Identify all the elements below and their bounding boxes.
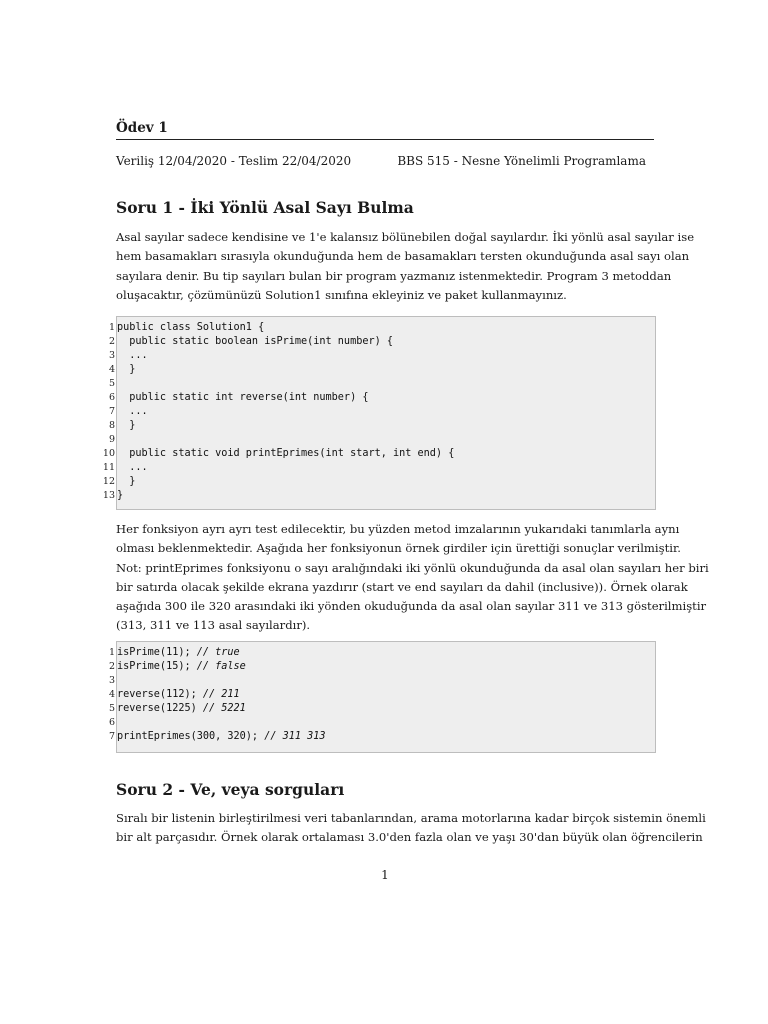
code-text: public class Solution1 {	[117, 322, 265, 333]
code-line	[108, 730, 655, 744]
section1-intro-paragraph	[116, 228, 695, 305]
code-line	[108, 433, 655, 447]
line-number: 7	[108, 731, 115, 742]
line-number: 12	[102, 476, 115, 487]
section2-title: Soru 2 - Ve, veya sorguları	[116, 780, 345, 799]
code-line	[102, 475, 655, 489]
code-text: public static boolean isPrime(int number) {	[117, 336, 394, 347]
code-line	[108, 405, 655, 419]
code-comment: // 311 313	[264, 731, 326, 742]
line-number: 1	[108, 647, 115, 658]
page-number: 1	[381, 868, 389, 882]
code-line	[108, 377, 655, 391]
line-number: 6	[108, 717, 115, 728]
paragraph-line: Asal sayılar sadece kendisine ve 1'e kalansız bölünebilen doğal sayılardır. İki yönlü asal sayılar ise	[116, 230, 695, 244]
code-text: }	[117, 364, 136, 375]
code-line	[108, 419, 655, 433]
section1-title: Soru 1 - İki Yönlü Asal Sayı Bulma	[116, 198, 414, 217]
paragraph-line: oluşacaktır, çözümünüzü Solution1 sınıfına ekleyiniz ve paket kullanmayınız.	[116, 287, 567, 302]
code-listing-solution1	[102, 316, 656, 510]
line-number: 5	[108, 378, 115, 389]
paragraph-line: bir satırda olacak şekilde ekrana yazdırır (start ve end sayıları da dahil (inclusive)). Örnek olarak	[116, 579, 688, 594]
code-line	[102, 489, 655, 503]
code-text: }	[117, 420, 136, 431]
code-text: public static void printEprimes(int start, int end) {	[117, 448, 455, 459]
code-text: isPrime(11);	[117, 647, 197, 658]
paragraph-line: hem basamakları sırasıyla okunduğunda hem de basamakları tersten okunduğunda asal sayı olan	[116, 249, 690, 264]
code-line	[108, 702, 655, 716]
line-number: 6	[108, 392, 115, 403]
paragraph-line: olması beklenmektedir. Aşağıda her fonksiyonun örnek girdiler için ürettiği sonuçlar verilmiştir.	[116, 541, 681, 556]
paragraph-line: Not: printEprimes fonksiyonu o sayı aralığındaki iki yönlü okunduğunda da asal olan sayıları her biri	[116, 560, 709, 575]
line-number: 3	[108, 350, 115, 361]
code-line	[108, 716, 655, 730]
line-number: 11	[102, 462, 115, 473]
code-line	[108, 646, 655, 660]
paragraph-line: bir alt parçasıdır. Örnek olarak ortalaması 3.0'den fazla olan ve yaşı 30'dan büyük olan öğrencilerin	[116, 830, 703, 845]
code-text: reverse(1225)	[117, 703, 203, 714]
line-number: 7	[108, 406, 115, 417]
code-line	[102, 461, 655, 475]
code-line	[108, 688, 655, 702]
code-line	[108, 335, 655, 349]
code-text: }	[117, 476, 136, 487]
section1-explanation-paragraph	[116, 520, 709, 636]
code-line	[108, 660, 655, 674]
code-text: ...	[117, 406, 148, 417]
line-number: 3	[108, 675, 115, 686]
code-line	[108, 349, 655, 363]
line-number: 8	[108, 420, 115, 431]
line-number: 9	[108, 434, 115, 445]
code-line	[108, 391, 655, 405]
assignment-dates: Veriliş 12/04/2020 - Teslim 22/04/2020	[116, 154, 352, 168]
course-name: BBS 515 - Nesne Yönelimli Programlama	[397, 154, 646, 168]
line-number: 10	[102, 448, 115, 459]
paragraph-line: sayılara denir. Bu tip sayıları bulan bir program yazmanız istenmektedir. Program 3 metoddan	[116, 268, 672, 283]
code-line	[108, 363, 655, 377]
code-comment: // 211	[202, 689, 240, 700]
line-number: 4	[108, 364, 115, 375]
paragraph-line: (313, 311 ve 113 asal sayılardır).	[116, 618, 311, 633]
paragraph-line: Her fonksiyon ayrı ayrı test edilecektir, bu yüzden metod imzalarının yukarıdaki tanımlarla aynı	[116, 522, 680, 536]
code-text: }	[117, 490, 124, 501]
section2-intro-paragraph	[116, 809, 706, 848]
code-text: reverse(112);	[117, 689, 203, 700]
line-number: 1	[108, 322, 115, 333]
code-listing-examples	[108, 641, 656, 753]
line-number: 5	[108, 703, 115, 714]
code-text: isPrime(15);	[117, 661, 197, 672]
code-text: public static int reverse(int number) {	[117, 392, 369, 403]
code-text: printEprimes(300, 320);	[117, 731, 265, 742]
code-comment: // true	[196, 647, 240, 658]
assignment-title: Ödev 1	[116, 120, 168, 136]
code-text: ...	[117, 350, 148, 361]
code-text: ...	[117, 462, 148, 473]
paragraph-line: aşağıda 300 ile 320 arasındaki iki yönden okuduğunda da asal olan sayılar 311 ve 313 gösterilmiştir	[116, 599, 707, 614]
code-line	[102, 447, 655, 461]
paragraph-line: Sıralı bir listenin birleştirilmesi veri tabanlarından, arama motorlarına kadar birçok sistemin önemli	[116, 811, 706, 825]
code-line	[108, 674, 655, 688]
line-number: 2	[108, 336, 115, 347]
code-line	[108, 321, 655, 335]
line-number: 13	[102, 490, 115, 501]
line-number: 4	[108, 689, 115, 700]
code-comment: // false	[196, 661, 246, 672]
code-comment: // 5221	[202, 703, 246, 714]
header-divider	[116, 139, 654, 140]
line-number: 2	[108, 661, 115, 672]
